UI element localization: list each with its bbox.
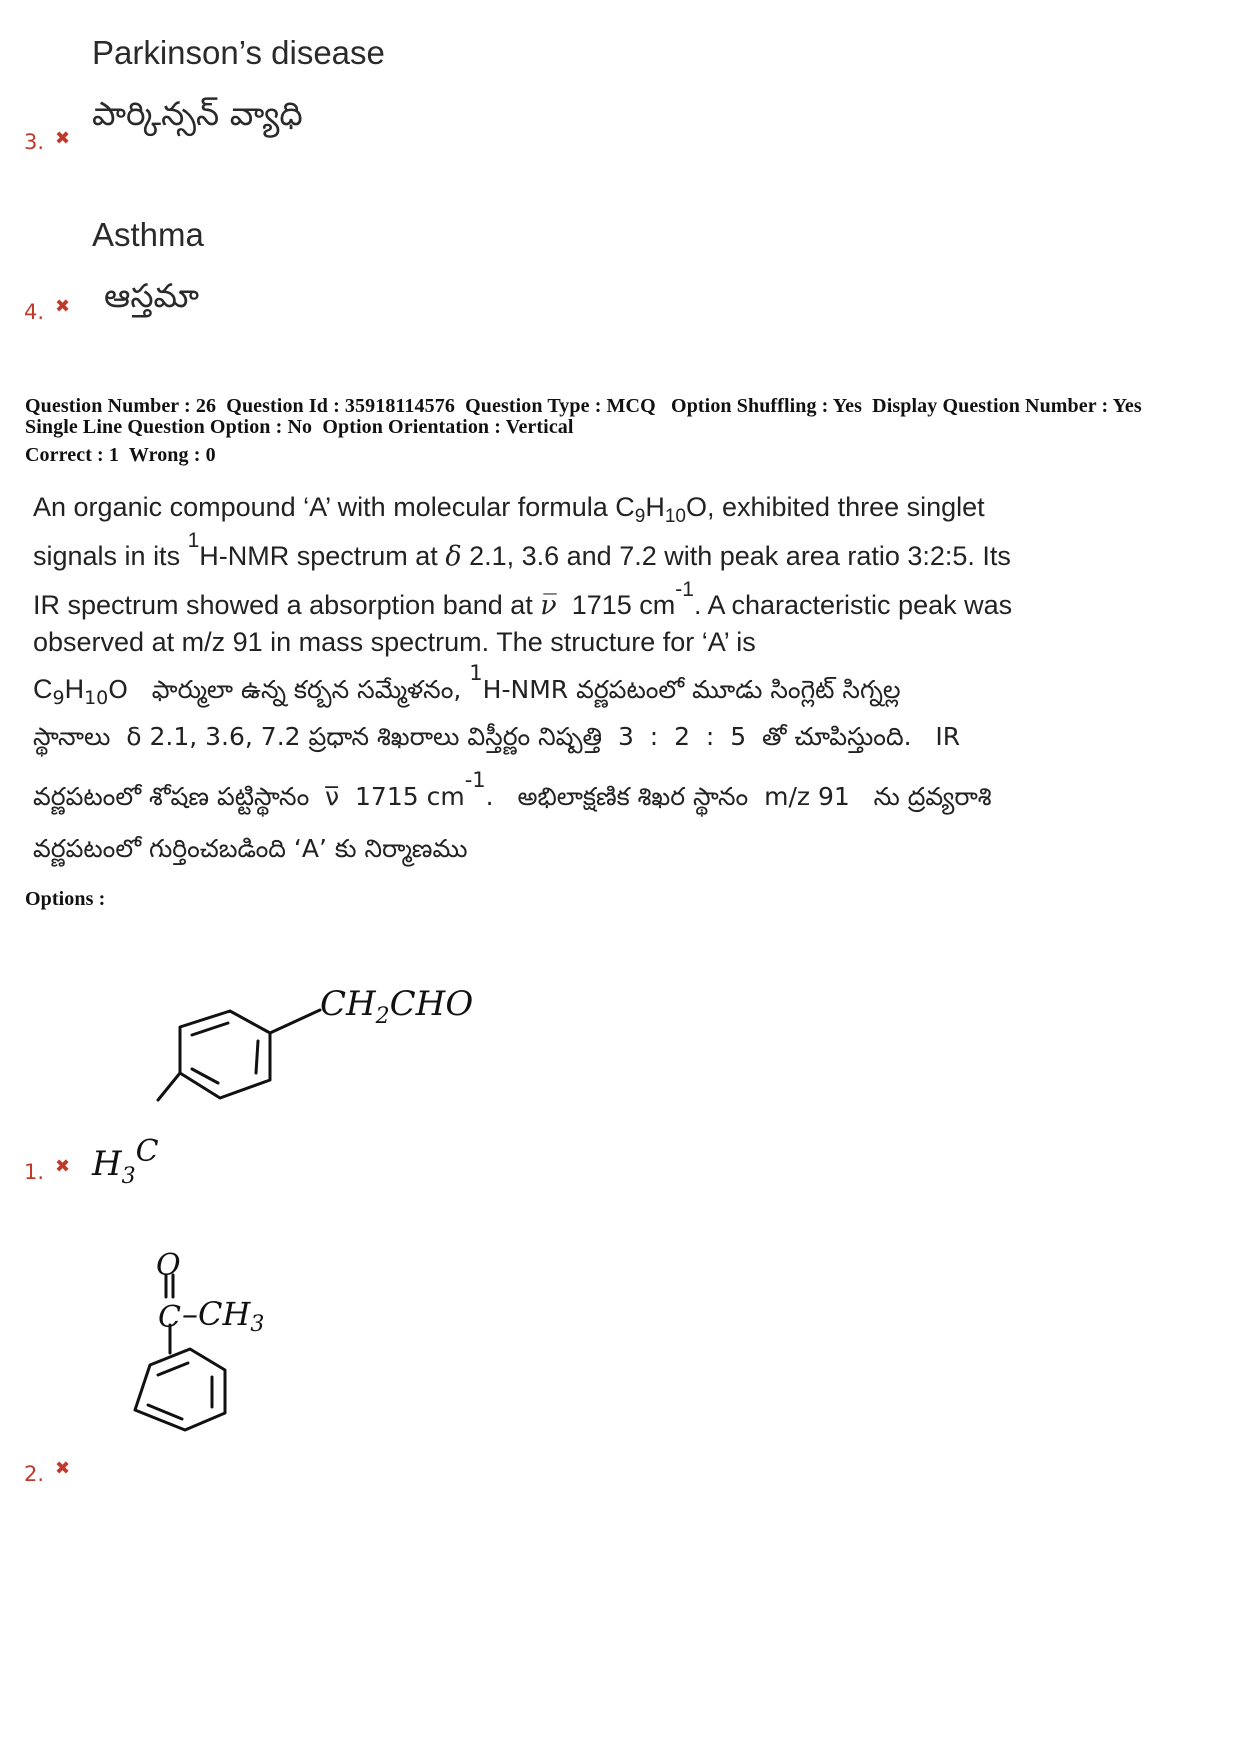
option-3-english: Parkinson’s disease — [92, 34, 385, 71]
wrong-mark-icon: ✖ — [55, 296, 71, 317]
question-text-line-1: An organic compound ‘A’ with molecular formula $C_9H_{10}O$, exhibited three singlet — [33, 492, 985, 527]
option-2-label-o: O — [156, 1248, 181, 1283]
question-text-line-4: observed at m/z 91 in mass spectrum. The structure for ‘A’ is — [33, 627, 756, 657]
option-4-telugu: ఆస్తమా — [104, 276, 200, 315]
wrong-mark-icon: ✖ — [55, 1458, 71, 1479]
question-text-line-2: signals in its $^1$H-NMR spectrum at δ 2.1, 3.6 and 7.2 with peak area ratio 3:2:5. Its — [33, 529, 1011, 572]
option-4-english: Asthma — [92, 216, 204, 253]
option-4-number: 4. — [24, 300, 45, 324]
option-1-label-top: $CH_2CHO$ — [320, 984, 474, 1029]
option-2-structure-image — [100, 1245, 420, 1465]
options-label: Options : — [25, 888, 106, 910]
question-telugu-line-4: వర్ణపటంలో గుర్తించబడింది ‘A’ కు నిర్మాణము — [33, 834, 468, 863]
question-telugu-line-3: వర్ణపటంలో శోషణ పట్టిస్థానం ν̅ 1715 $cm^{-1}$. అభిలాక్షణిక శిఖర స్థానం m/z 91 ను ద్రవ్యరాశి — [33, 768, 992, 811]
option-1-label-left: $H_3C$ — [92, 1134, 159, 1189]
question-telugu-line-1: $C_9H_{10}O$ ఫార్ములా ఉన్న కర్బన సమ్మేళనం, $^1$H-NMR వర్ణపటంలో మూడు సింగ్లెట్ సిగ్నల్ల — [33, 661, 901, 709]
wrong-mark-icon: ✖ — [55, 128, 71, 149]
option-1-number: 1. — [24, 1160, 45, 1184]
question-telugu-line-2: స్థానాలు δ 2.1, 3.6, 7.2 ప్రధాన శిఖరాలు విస్తీర్ణం నిష్పత్తి 3 : 2 : 5 తో చూపిస్తుంది. IR — [33, 722, 961, 751]
option-2-label-ch3: –CH3 — [182, 1295, 265, 1337]
option-3-number: 3. — [24, 130, 45, 154]
option-1-structure-image — [80, 955, 500, 1195]
option-2-number: 2. — [24, 1462, 45, 1486]
question-text-line-3: IR spectrum showed a absorption band at ν̅ 1715 $cm^{-1}$. A characteristic peak was — [33, 578, 1013, 621]
question-meta-line2: Single Line Question Option : No Option Orientation : Vertical — [25, 416, 574, 438]
wrong-mark-icon: ✖ — [55, 1156, 71, 1177]
question-score-line: Correct : 1 Wrong : 0 — [25, 444, 216, 466]
option-3-telugu: పార్కిన్సన్ వ్యాధి — [92, 94, 303, 133]
option-2-label-c: C — [158, 1300, 181, 1335]
question-meta-line1: Question Number : 26 Question Id : 35918114576 Question Type : MCQ Option Shuffling : Yes Display Question Number : Yes — [25, 395, 1142, 417]
